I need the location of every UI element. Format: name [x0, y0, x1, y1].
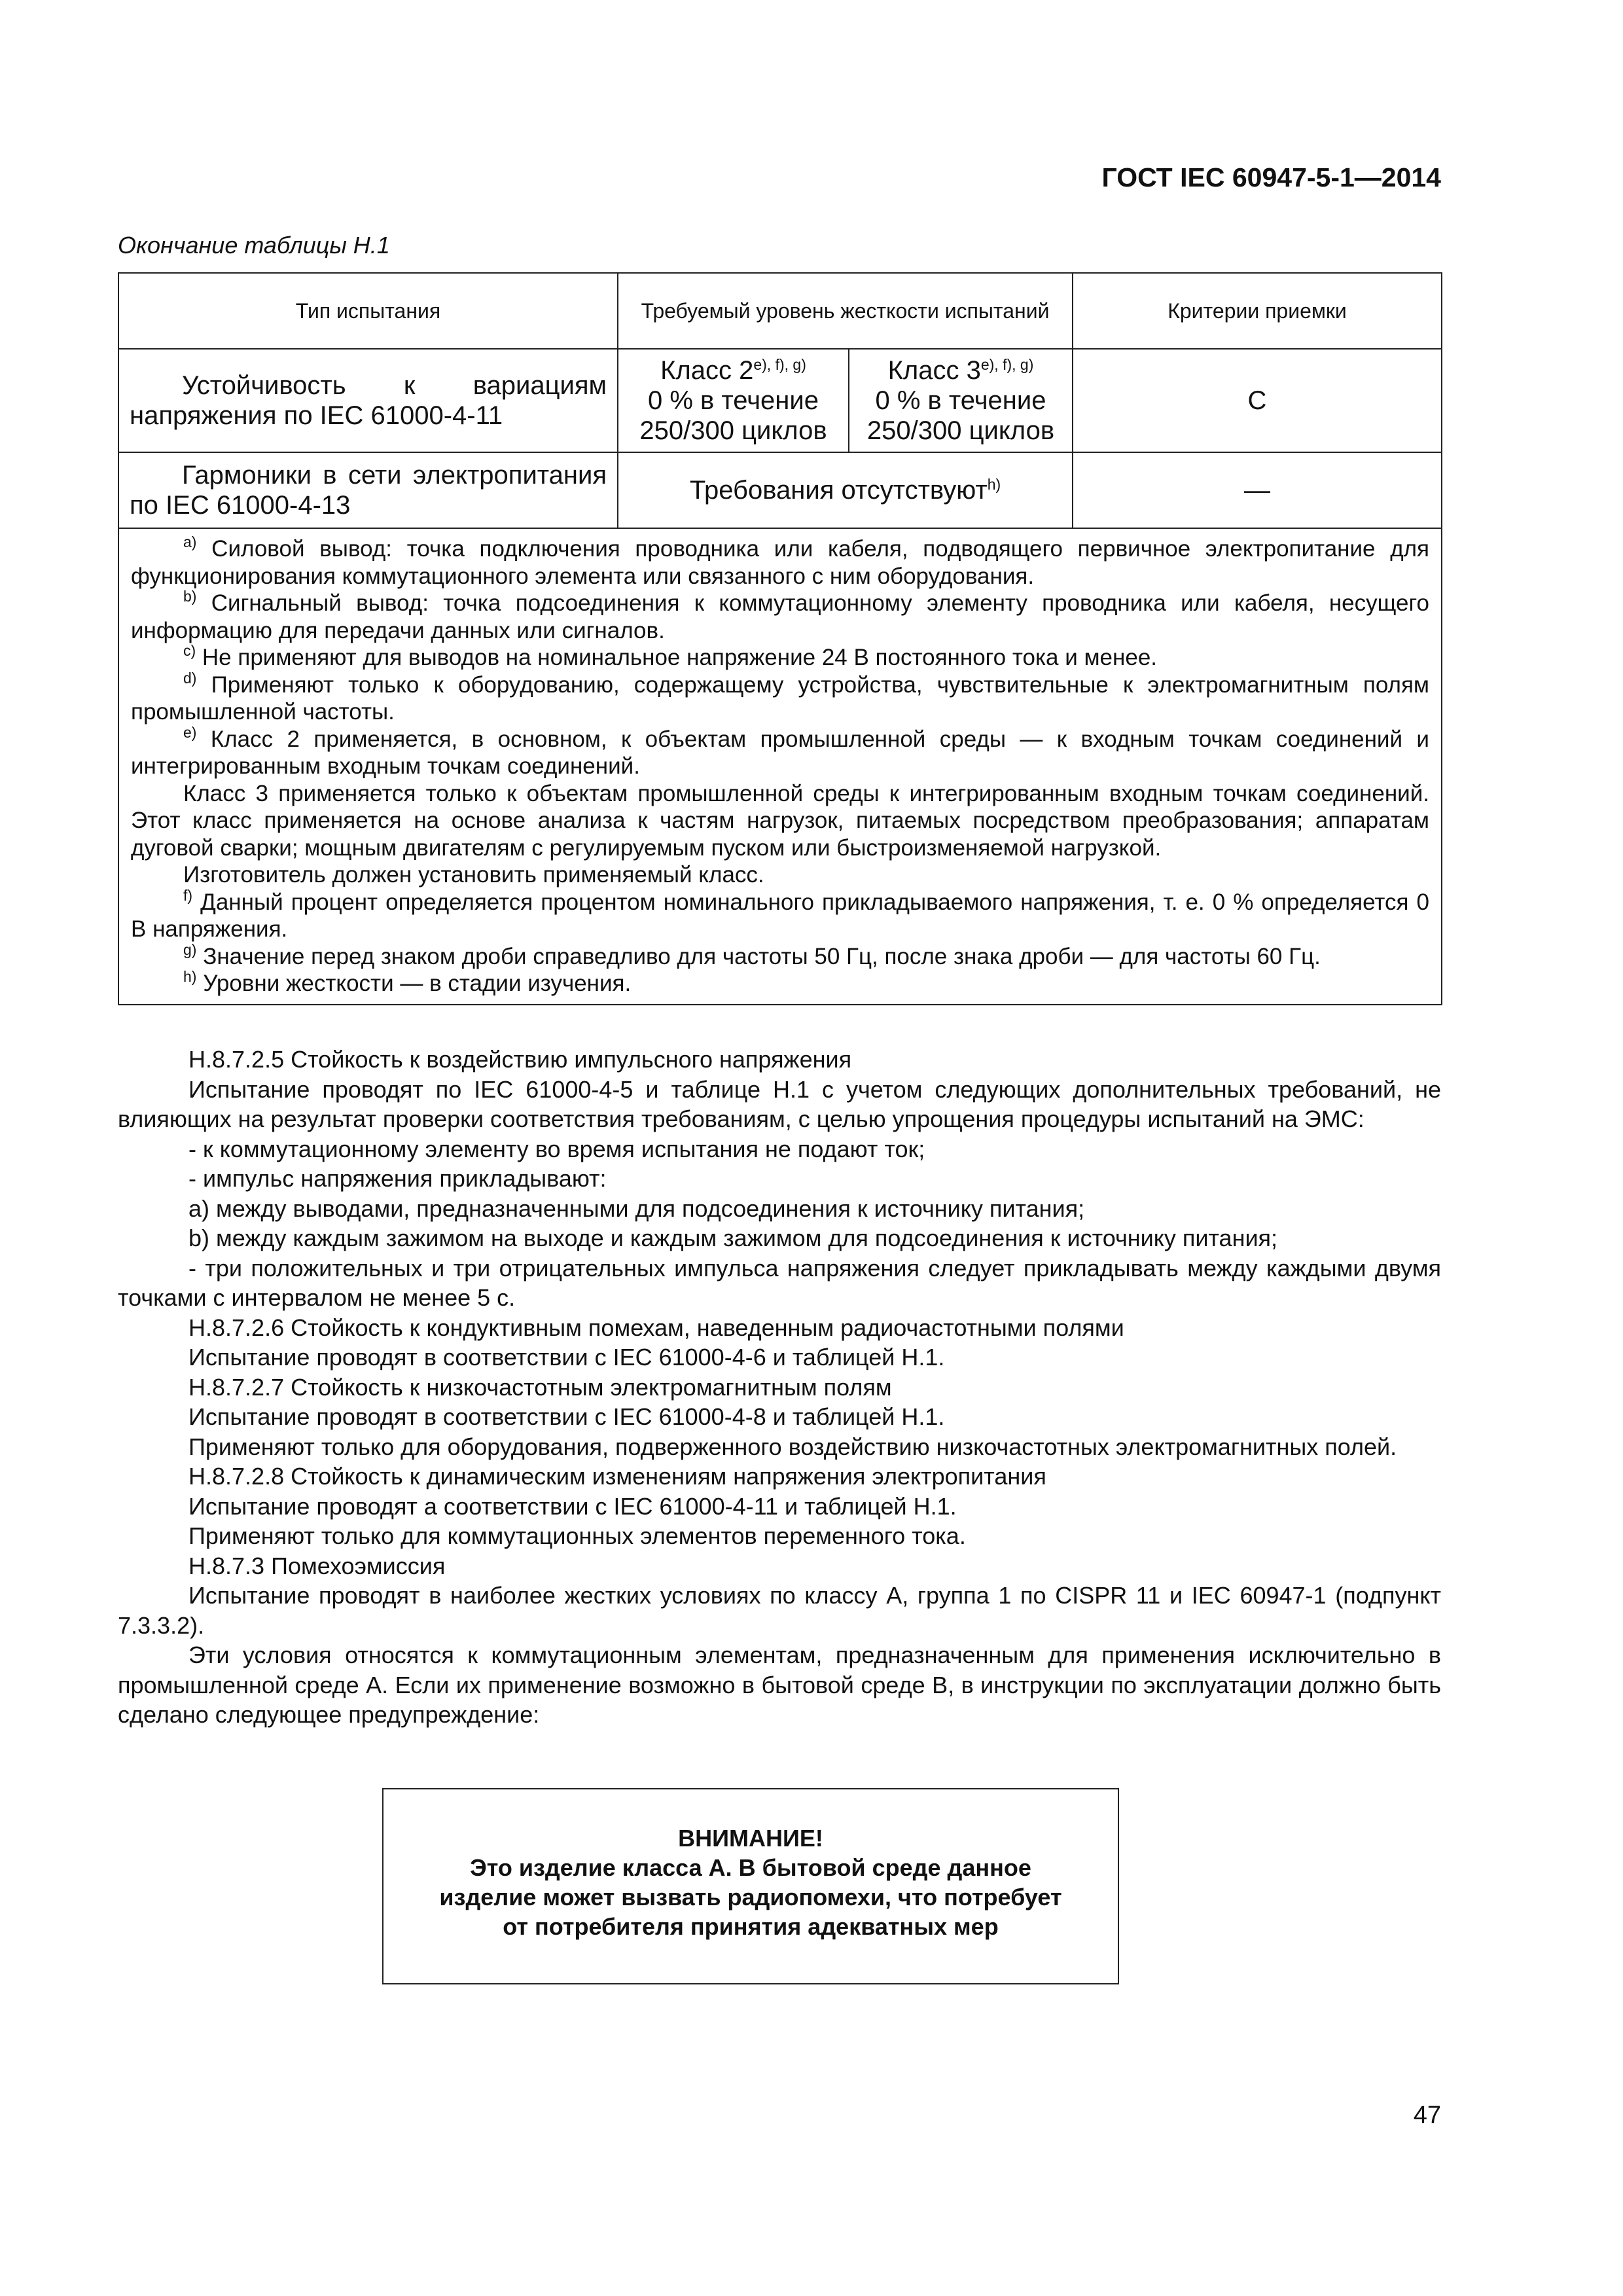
paragraph: Применяют только для коммутационных элементов переменного тока.: [188, 1522, 966, 1549]
class2-line2: 250/300 циклов: [639, 416, 827, 445]
paragraph: Испытание проводят в соответствии с IEC 61000-4-6 и таблицей H.1.: [188, 1344, 945, 1371]
class3-footnote-marks: e), f), g): [980, 356, 1034, 373]
footnote-h: $^{h)}$ Уровни жесткости — в стадии изучения.: [183, 968, 632, 996]
footnote-e-class3: Класс 3 применяется только к объектам промышленной среды к интегрированным входным точкам соединений. Этот класс применяется на основе анализа к частям нагрузок, питаемых посредством преобразования; аппаратам дуговой сварки; мощным двигателям с регулируемым пуском или быстроизменяемой нагрузкой.: [131, 780, 1429, 861]
cell-class2: [618, 349, 849, 452]
cell-test-type: Устойчивость к вариациям напряжения по IEC 61000-4-11: [118, 349, 618, 452]
table-header-row: [118, 273, 1442, 349]
column-header-test-type: Тип испытания: [118, 273, 618, 349]
paragraph: Испытание проводят в наиболее жестких условиях по классу А, группа 1 по CISPR 11 и IEC 60947-1 (подпункт 7.3.3.2).: [118, 1582, 1441, 1639]
warning-box: [382, 1788, 1119, 1984]
class3-line2: 250/300 циклов: [866, 416, 1055, 445]
footnote-d: $^{d)}$ Применяют только к оборудованию, содержащему устройства, чувствительные к электромагнитным полям промышленной частоты.: [131, 669, 1429, 725]
footnote-g: $^{g)}$ Значение перед знаком дроби справедливо для частоты 50 Гц, после знака дроби — для частоты 60 Гц.: [183, 941, 1321, 969]
paragraph: Испытание проводят по IEC 61000-4-5 и таблице H.1 с учетом следующих дополнительных требований, не влияющих на результат проверки соответствия требованиям, с целью упрощения процедуры испытаний на ЭМС:: [118, 1075, 1441, 1132]
cell-class3: [849, 349, 1073, 452]
list-item: - к коммутационному элементу во время испытания не подают ток;: [188, 1135, 925, 1162]
footnote-a: $^{a)}$ Силовой вывод: точка подключения проводника или кабеля, подводящего первичное электропитание для функционирования коммутационного элемента или связанного с ним оборудования.: [131, 533, 1430, 589]
table-footnotes: [118, 528, 1442, 1005]
paragraph: Эти условия относятся к коммутационным элементам, предназначенным для применения исключительно в промышленной среде А. Если их применение возможно в бытовой среде В, в инструкции по эксплуатации должно быть сделано следующее предупреждение:: [118, 1641, 1441, 1728]
page-number: 47: [1413, 2102, 1441, 2129]
list-item: - импульс напряжения прикладывают:: [188, 1165, 607, 1192]
class3-line1: 0 % в течение: [875, 386, 1046, 415]
warning-title: ВНИМАНИЕ!: [678, 1825, 823, 1852]
clause-heading: H.8.7.2.5 Стойкость к воздействию импульсного напряжения: [188, 1046, 852, 1073]
list-item: a) между выводами, предназначенными для подсоединения к источнику питания;: [188, 1194, 1085, 1222]
paragraph: Испытание проводят а соответствии с IEC 61000-4-11 и таблицей H.1.: [188, 1492, 957, 1520]
footnote-e: $^{e)}$ Класс 2 применяется, в основном, к объектам промышленной среды — к входным точкам соединений и интегрированным входным точкам соединений.: [131, 723, 1429, 779]
column-header-severity: Требуемый уровень жесткости испытаний: [618, 273, 1073, 349]
table-row: [118, 349, 1442, 452]
footnote-b: $^{b)}$ Сигнальный вывод: точка подсоединения к коммутационному элементу проводника или кабеля, несущего информацию для передачи данных или сигналов.: [131, 588, 1429, 643]
table-row: [118, 452, 1442, 528]
class2-footnote-marks: e), f), g): [753, 356, 806, 373]
cell-requirement: Требования отсутствуют$^{h)}$: [618, 452, 1073, 528]
warning-line: Это изделие класса А. В бытовой среде данное: [470, 1854, 1031, 1881]
clause-heading: H.8.7.2.7 Стойкость к низкочастотным электромагнитным полям: [188, 1373, 892, 1401]
cell-criteria: —: [1073, 452, 1442, 528]
class3-label: Класс 3: [887, 356, 981, 385]
table-footnotes-row: [118, 528, 1442, 1005]
clause-heading: H.8.7.2.6 Стойкость к кондуктивным помехам, наведенным радиочастотными полями: [188, 1314, 1124, 1341]
warning-line: от потребителя принятия адекватных мер: [503, 1913, 999, 1940]
class2-label: Класс 2: [660, 356, 754, 385]
cell-test-type: Гармоники в сети электропитания по IEC 61000-4-13: [118, 452, 618, 528]
footnote-e-manufacturer: Изготовитель должен установить применяемый класс.: [183, 862, 764, 888]
footnote-f: $^{f)}$ Данный процент определяется процентом номинального прикладываемого напряжения, т. е. 0 % определяется 0 В напряжения.: [131, 886, 1429, 942]
clause-heading: H.8.7.3 Помехоэмиссия: [188, 1552, 446, 1579]
clause-heading: H.8.7.2.8 Стойкость к динамическим изменениям напряжения электропитания: [188, 1463, 1046, 1490]
paragraph: Применяют только для оборудования, подверженного воздействию низкочастотных электромагнитных полей.: [188, 1433, 1397, 1460]
body-text: [118, 1045, 1441, 1730]
requirement-footnote-mark: h): [987, 476, 1001, 493]
column-header-criteria: Критерии приемки: [1073, 273, 1442, 349]
table-caption: Окончание таблицы H.1: [118, 232, 390, 259]
table-h1: [118, 272, 1442, 1005]
document-code: ГОСТ IEC 60947-5-1—2014: [1101, 162, 1441, 192]
cell-criteria: С: [1073, 349, 1442, 452]
warning-line: изделие может вызвать радиопомехи, что потребует: [439, 1884, 1062, 1910]
class2-line1: 0 % в течение: [648, 386, 819, 415]
footnote-c: $^{c)}$ Не применяют для выводов на номинальное напряжение 24 В постоянного тока и менее.: [183, 642, 1158, 670]
paragraph: Испытание проводят в соответствии с IEC 61000-4-8 и таблицей H.1.: [188, 1403, 945, 1430]
list-item: - три положительных и три отрицательных импульса напряжения следует прикладывать между каждыми двумя точками с интервалом не менее 5 с.: [118, 1254, 1441, 1311]
list-item: b) между каждым зажимом на выходе и каждым зажимом для подсоединения к источнику питания;: [188, 1225, 1278, 1251]
